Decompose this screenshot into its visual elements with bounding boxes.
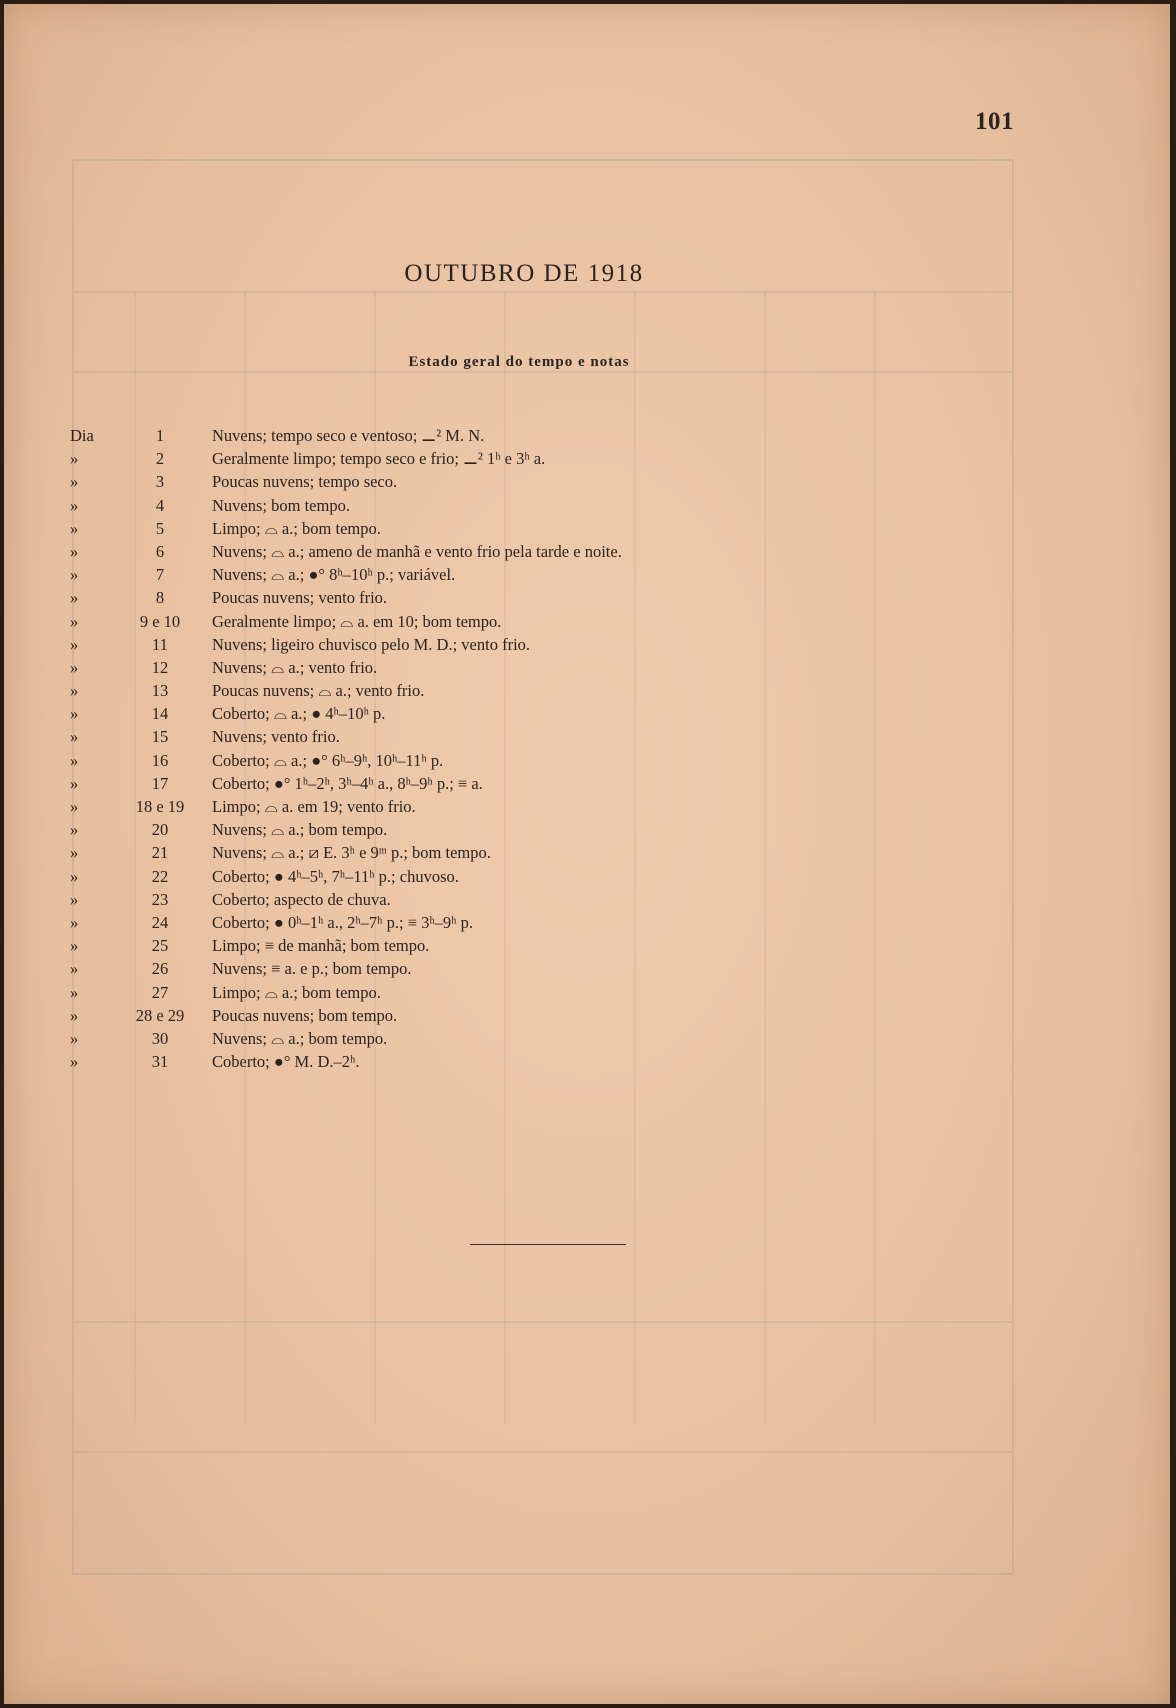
day-number: 25: [151, 936, 169, 956]
day-number: 24: [151, 912, 169, 932]
page-title: OUTUBRO DE 1918: [404, 260, 644, 287]
list-item: [4, 1004, 1104, 1027]
list-item: [4, 679, 1104, 702]
weather-note: Coberto; aspecto de chuva.: [212, 889, 391, 909]
weather-note: Limpo; ⌓ a.; bom tempo.: [212, 518, 381, 538]
ditto-mark: »: [70, 959, 79, 979]
weather-note: Limpo; ⌓ a. em 19; vento frio.: [212, 797, 416, 816]
day-number: 17: [151, 773, 169, 793]
day-number: 7: [155, 565, 165, 585]
ditto-mark: »: [70, 1005, 79, 1025]
list-item: [4, 795, 1104, 818]
weather-note: Poucas nuvens; tempo seco.: [212, 472, 398, 492]
ditto-mark: »: [70, 982, 79, 1002]
weather-note: Nuvens; bom tempo.: [212, 495, 350, 515]
list-item: [4, 586, 1104, 609]
ditto-mark: »: [70, 936, 79, 956]
weather-note: Geralmente limpo; tempo seco e frio; ⚊² 1ʰ e 3ʰ a.: [212, 449, 546, 469]
ditto-mark: »: [70, 727, 79, 747]
bleed-through-rule: [74, 291, 1012, 293]
weather-note: Nuvens; ⌓ a.; bom tempo.: [212, 1028, 388, 1048]
list-item: [4, 749, 1104, 772]
list-item: [4, 702, 1104, 725]
list-item: [4, 772, 1104, 795]
weather-note: Geralmente limpo; ⌓ a. em 10; bom tempo.: [212, 611, 502, 631]
day-number: 14: [151, 704, 169, 724]
day-number: 1: [155, 426, 165, 445]
ditto-mark: »: [70, 541, 79, 561]
ditto-mark: »: [70, 843, 79, 863]
day-number: 20: [151, 820, 169, 840]
day-number: 8: [155, 588, 165, 608]
weather-note: Poucas nuvens; bom tempo.: [212, 1005, 398, 1025]
weather-note: Poucas nuvens; ⌓ a.; vento frio.: [212, 681, 425, 701]
list-item: [4, 447, 1104, 470]
bleed-through-rule: [74, 371, 1012, 373]
section-subtitle: Estado geral do tempo e notas: [408, 354, 630, 370]
weather-note: Coberto; ● 0ʰ–1ʰ a., 2ʰ–7ʰ p.; ≡ 3ʰ–9ʰ p.: [212, 912, 473, 932]
weather-note: Nuvens; ⌓ a.; ameno de manhã e vento frio pela tarde e noite.: [212, 541, 622, 561]
ditto-mark: »: [70, 820, 79, 840]
list-item: [4, 725, 1104, 748]
day-number: 31: [151, 1052, 169, 1072]
list-item: [4, 841, 1104, 864]
weather-note: Nuvens; ≡ a. e p.; bom tempo.: [212, 959, 412, 979]
ditto-mark: »: [70, 495, 79, 515]
day-number: 3: [155, 472, 165, 492]
list-item: [4, 1027, 1104, 1050]
page-number: 101: [975, 108, 1014, 135]
weather-note: Nuvens; ⌓ a.; vento frio.: [212, 657, 378, 677]
ditto-mark: »: [70, 866, 79, 886]
weather-note: Poucas nuvens; vento frio.: [212, 588, 388, 608]
weather-note: Nuvens; vento frio.: [212, 727, 340, 747]
list-item: [4, 656, 1104, 679]
day-number: 28 e 29: [135, 1005, 185, 1025]
list-item: [4, 818, 1104, 841]
weather-note: Limpo; ≡ de manhã; bom tempo.: [212, 936, 430, 956]
list-item: [4, 610, 1104, 633]
day-number: 11: [152, 634, 168, 654]
weather-note: Coberto; ⌓ a.; ● 4ʰ–10ʰ p.: [212, 704, 386, 724]
ditto-mark: »: [70, 704, 79, 724]
bleed-through-rule: [74, 1451, 1012, 1453]
ditto-mark: »: [70, 1028, 79, 1048]
list-item: [4, 888, 1104, 911]
list-item: [4, 540, 1104, 563]
weather-notes-list: [4, 424, 1104, 1073]
ditto-mark: »: [70, 611, 79, 631]
ditto-mark: »: [70, 912, 79, 932]
ditto-mark: »: [70, 797, 79, 816]
ditto-mark: »: [70, 449, 79, 469]
day-number: 13: [151, 681, 169, 701]
ditto-mark: »: [70, 773, 79, 793]
ditto-mark: »: [70, 889, 79, 909]
day-number: 27: [151, 982, 169, 1002]
day-number: 2: [155, 449, 165, 469]
weather-note: Coberto; ⌓ a.; ●° 6ʰ–9ʰ, 10ʰ–11ʰ p.: [212, 750, 444, 770]
document-page: [4, 4, 1170, 1704]
day-number: 23: [151, 889, 169, 909]
day-number: 9 e 10: [139, 611, 181, 631]
list-item: [4, 517, 1104, 540]
ditto-mark: »: [70, 518, 79, 538]
list-item: [4, 633, 1104, 656]
weather-note: Nuvens; ⌓ a.; ●° 8ʰ–10ʰ p.; variável.: [212, 565, 456, 585]
list-item: [4, 494, 1104, 517]
day-number: 16: [151, 750, 169, 770]
day-number: 26: [151, 959, 169, 979]
weather-note: Coberto; ●° M. D.–2ʰ.: [212, 1052, 360, 1072]
day-number: 22: [151, 866, 169, 886]
ditto-mark: »: [70, 681, 79, 701]
ditto-mark: »: [70, 657, 79, 677]
day-number: 30: [151, 1028, 169, 1048]
weather-note: Limpo; ⌓ a.; bom tempo.: [212, 982, 381, 1002]
weather-note: Nuvens; tempo seco e ventoso; ⚊² M. N.: [212, 426, 485, 445]
weather-note: Nuvens; ligeiro chuvisco pelo M. D.; vento frio.: [212, 634, 531, 654]
list-item: [4, 957, 1104, 980]
column-label-dia: Dia: [70, 426, 94, 445]
day-number: 4: [155, 495, 165, 515]
list-item: [4, 911, 1104, 934]
ditto-mark: »: [70, 1052, 79, 1072]
ditto-mark: »: [70, 634, 79, 654]
list-item: [4, 1050, 1104, 1073]
weather-note: Nuvens; ⌓ a.; bom tempo.: [212, 820, 388, 840]
ditto-mark: »: [70, 588, 79, 608]
weather-note: Coberto; ● 4ʰ–5ʰ, 7ʰ–11ʰ p.; chuvoso.: [212, 866, 459, 886]
list-item: [4, 563, 1104, 586]
day-number: 6: [155, 541, 165, 561]
list-item: [4, 424, 1104, 447]
day-number: 12: [151, 657, 169, 677]
list-item: [4, 934, 1104, 957]
ditto-mark: »: [70, 472, 79, 492]
day-number: 5: [155, 518, 165, 538]
day-number: 15: [151, 727, 169, 747]
bleed-through-rule: [74, 1321, 1012, 1323]
weather-note: Nuvens; ⌓ a.; ⧄ E. 3ʰ e 9ᵐ p.; bom tempo.: [212, 843, 491, 863]
day-number: 21: [151, 843, 169, 863]
list-item: [4, 981, 1104, 1004]
ditto-mark: »: [70, 565, 79, 585]
list-item: [4, 865, 1104, 888]
list-item: [4, 470, 1104, 493]
day-number: 18 e 19: [135, 797, 185, 816]
closing-rule: [470, 1244, 626, 1245]
weather-note: Coberto; ●° 1ʰ–2ʰ, 3ʰ–4ʰ a., 8ʰ–9ʰ p.; ≡ a.: [212, 773, 483, 793]
ditto-mark: »: [70, 750, 79, 770]
